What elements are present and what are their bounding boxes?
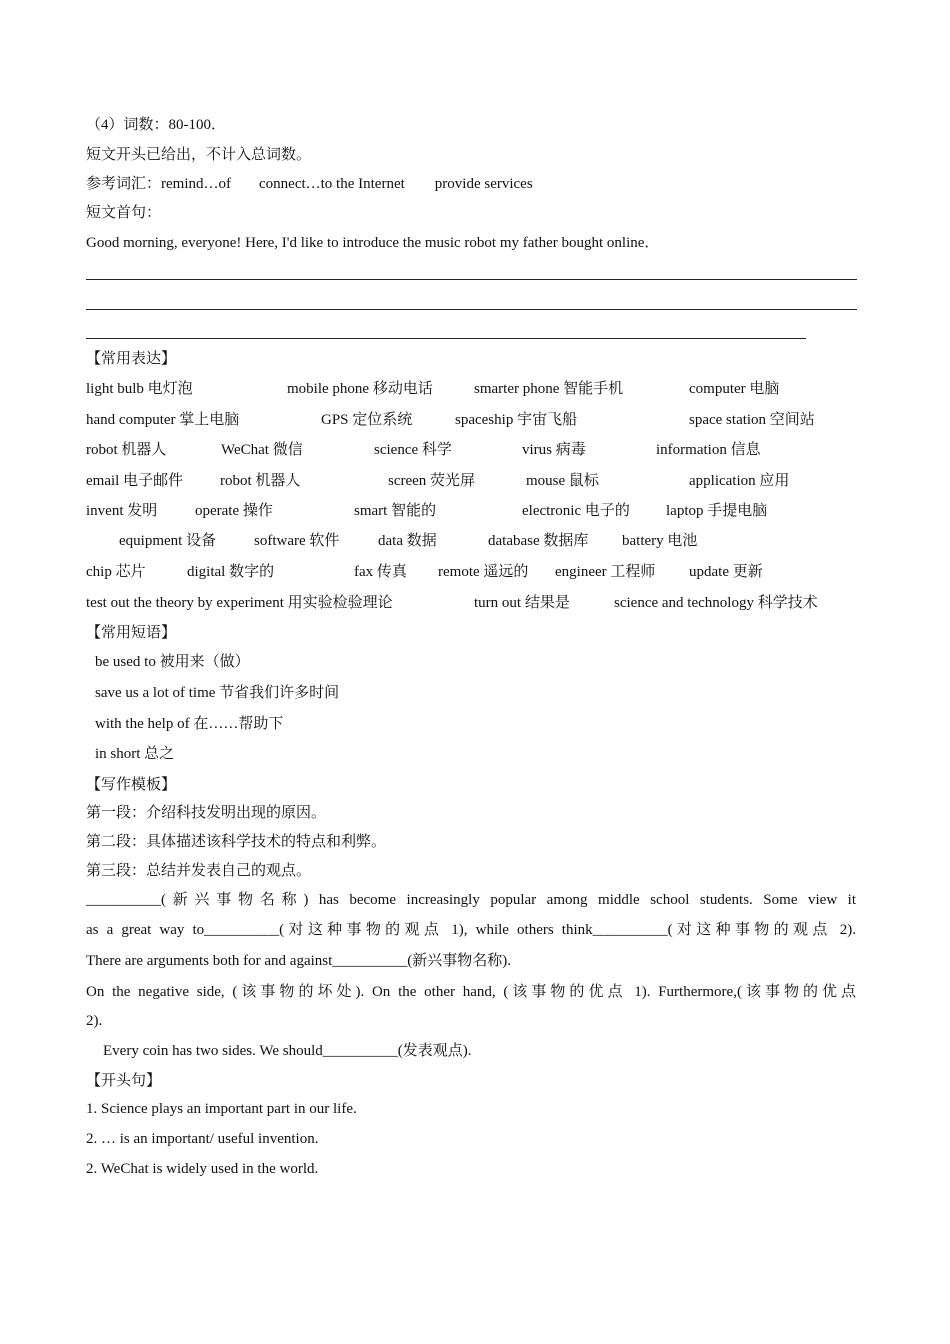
expressions-heading: 【常用表达】 (86, 351, 177, 367)
word-count-note: 短文开头已给出，不计入总词数。 (86, 147, 312, 163)
vocab-item: mouse 鼠标 (526, 473, 599, 489)
vocab-item: robot 机器人 (86, 442, 167, 458)
vocab-item: application 应用 (689, 473, 790, 489)
reference-vocabulary (86, 175, 533, 193)
reference-word: provide services (434, 176, 533, 192)
template-paragraph-3: 第三段：总结并发表自己的观点。 (86, 863, 312, 879)
vocab-item: science 科学 (374, 442, 452, 458)
reference-label: 参考词汇： (86, 176, 162, 192)
vocab-item: operate 操作 (195, 503, 273, 519)
writing-line (86, 279, 857, 280)
vocab-item: data 数据 (378, 533, 437, 549)
writing-line (86, 309, 857, 310)
opening-sentence: 2. WeChat is widely used in the world. (86, 1161, 319, 1177)
phrases-heading: 【常用短语】 (86, 625, 177, 641)
template-conclusion: Every coin has two sides. We should__________(发表观点). (103, 1043, 472, 1059)
opening-sentence: 2. … is an important/ useful invention. (86, 1131, 319, 1147)
vocab-item: GPS 定位系统 (321, 412, 413, 428)
template-body-line: There are arguments both for and against__________(新兴事物名称). (86, 953, 512, 969)
vocab-item: mobile phone 移动电话 (287, 381, 433, 397)
vocab-item: database 数据库 (488, 533, 589, 549)
template-body-line: as a great way to__________(对这种事物的观点 1), while others think__________(对这种事物的观点 2). (86, 922, 856, 938)
vocab-item: computer 电脑 (689, 381, 780, 397)
template-body-line: __________(新兴事物名称) has become increasingly popular among middle school students. Some view it (86, 892, 856, 908)
vocab-item: robot 机器人 (220, 473, 301, 489)
vocab-row (0, 594, 950, 612)
vocab-item: virus 病毒 (522, 442, 586, 458)
vocab-row (0, 380, 950, 398)
openings-heading: 【开头句】 (86, 1073, 162, 1089)
vocab-item: remote 遥远的 (438, 564, 529, 580)
vocab-item: turn out 结果是 (474, 595, 570, 611)
vocab-row (0, 411, 950, 429)
template-paragraph-1: 第一段：介绍科技发明出现的原因。 (86, 805, 327, 821)
vocab-item: update 更新 (689, 564, 763, 580)
vocab-item: laptop 手提电脑 (666, 503, 768, 519)
vocab-item: smart 智能的 (354, 503, 437, 519)
vocab-item: smarter phone 智能手机 (474, 381, 624, 397)
word-count-requirement: （4）词数：80-100． (86, 117, 226, 133)
vocab-item: equipment 设备 (119, 533, 217, 549)
vocab-row (0, 563, 950, 581)
first-sentence: Good morning, everyone! Here, I'd like to introduce the music robot my father bought online． (86, 235, 660, 251)
vocab-row (0, 502, 950, 520)
writing-line (86, 338, 806, 339)
opening-sentence: 1. Science plays an important part in our life. (86, 1101, 357, 1117)
vocab-item: spaceship 宇宙飞船 (455, 412, 578, 428)
reference-word: connect…to the Internet (259, 176, 405, 192)
template-paragraph-2: 第二段：具体描述该科学技术的特点和利弊。 (86, 834, 387, 850)
vocab-item: invent 发明 (86, 503, 158, 519)
vocab-item: chip 芯片 (86, 564, 146, 580)
phrase-item: with the help of 在……帮助下 (95, 716, 284, 732)
vocab-item: screen 荧光屏 (388, 473, 476, 489)
template-heading: 【写作模板】 (86, 777, 177, 793)
vocab-item: email 电子邮件 (86, 473, 184, 489)
vocab-item: space station 空间站 (689, 412, 815, 428)
vocab-item: hand computer 掌上电脑 (86, 412, 240, 428)
vocab-row (0, 472, 950, 490)
template-body-line: 2). (86, 1013, 103, 1029)
vocab-item: information 信息 (656, 442, 761, 458)
vocab-item: engineer 工程师 (555, 564, 656, 580)
reference-word: remind…of (161, 176, 231, 192)
vocab-item: light bulb 电灯泡 (86, 381, 193, 397)
vocab-item: digital 数字的 (187, 564, 275, 580)
vocab-item: fax 传真 (354, 564, 407, 580)
vocab-row (0, 532, 950, 550)
vocab-item: software 软件 (254, 533, 340, 549)
first-sentence-label: 短文首句： (86, 205, 162, 221)
template-body-line: On the negative side, (该事物的坏处). On the other hand, (该事物的优点 1). Furthermore,(该事物的优点 (86, 984, 856, 1000)
vocab-item: WeChat 微信 (221, 442, 303, 458)
phrase-item: save us a lot of time 节省我们许多时间 (95, 685, 340, 701)
phrase-item: be used to 被用来（做） (95, 654, 250, 670)
phrase-item: in short 总之 (95, 746, 175, 762)
vocab-item: electronic 电子的 (522, 503, 630, 519)
vocab-item: science and technology 科学技术 (614, 595, 818, 611)
vocab-item: test out the theory by experiment 用实验检验理论 (86, 595, 393, 611)
vocab-item: battery 电池 (622, 533, 698, 549)
vocab-row (0, 441, 950, 459)
